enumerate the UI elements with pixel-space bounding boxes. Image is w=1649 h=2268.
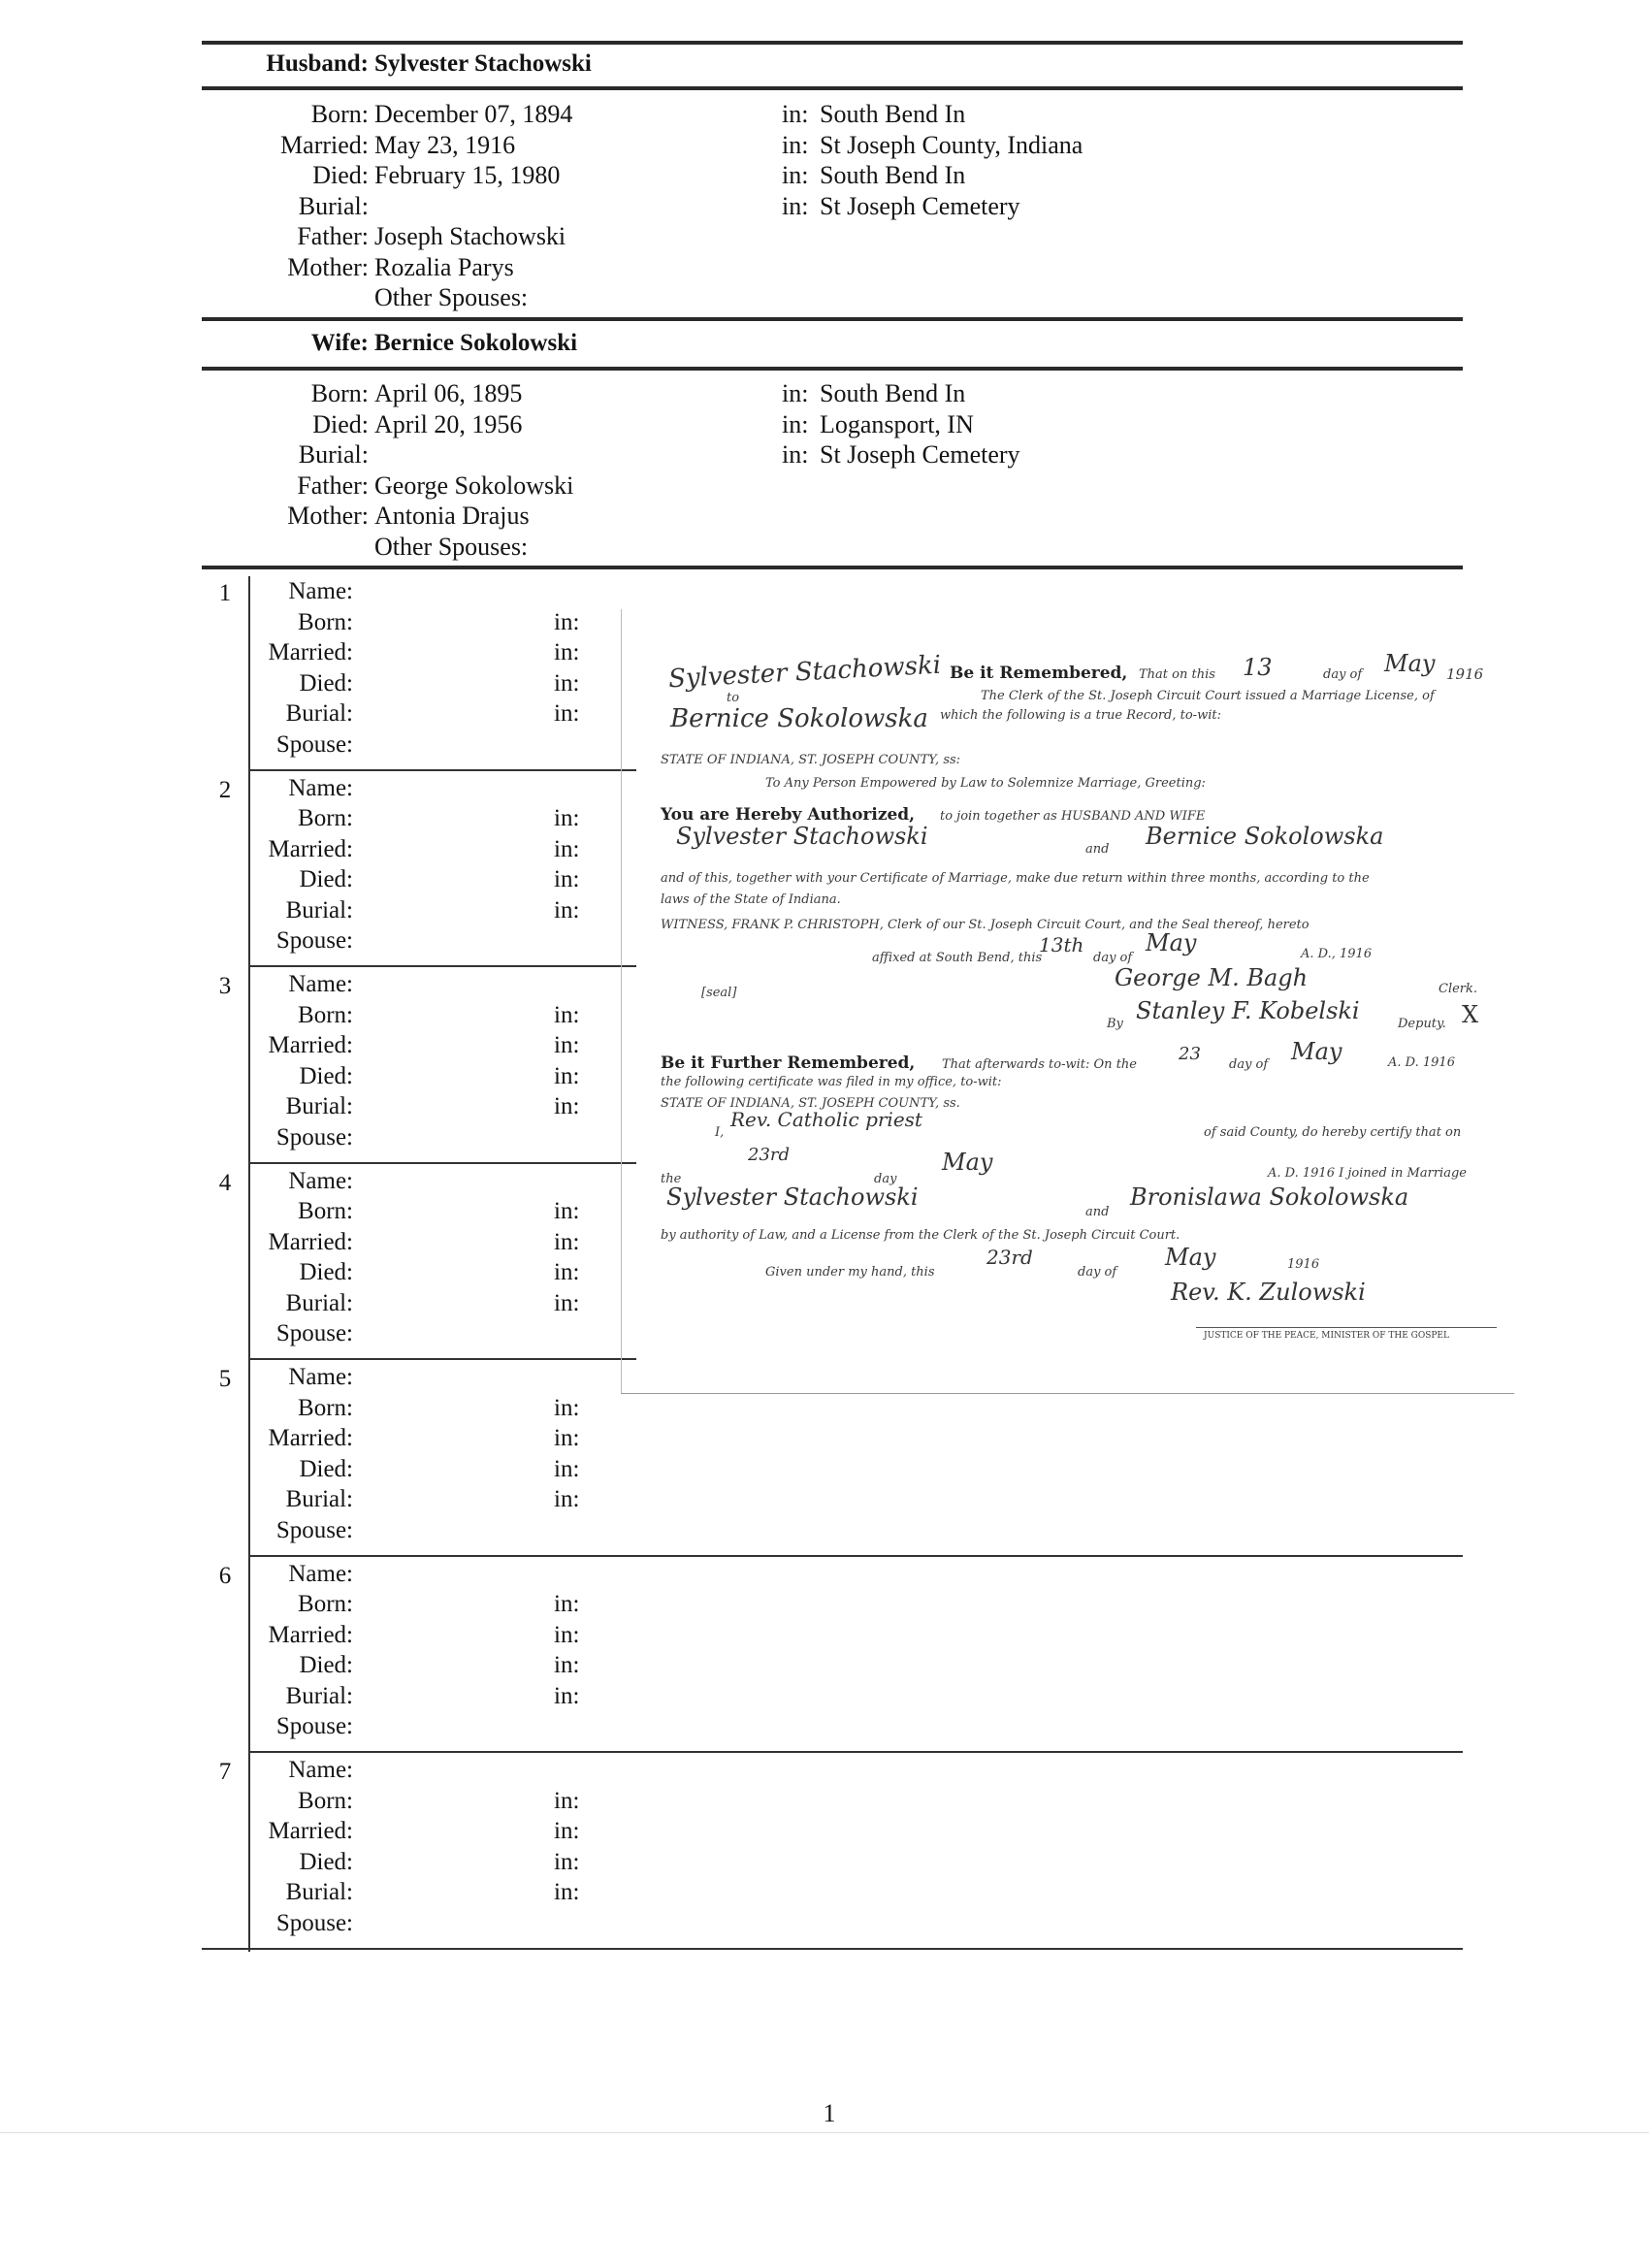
be-it-remembered: Be it Remembered,: [950, 664, 1128, 683]
doc-bride2: Bronislawa Sokolowska: [1130, 1183, 1409, 1211]
child-burial-label: Burial:: [285, 1486, 353, 1512]
child-in-label: in:: [554, 1621, 580, 1648]
child-married-label: Married:: [268, 1228, 353, 1255]
doc-deputy: Deputy.: [1398, 1017, 1446, 1031]
husband-row-place: South Bend In: [820, 161, 966, 189]
husband-row-label: Mother:: [287, 252, 369, 281]
husband-name-text: Sylvester Stachowski: [374, 50, 592, 77]
husband-row-label: Died:: [312, 161, 369, 189]
wife-row-label: Born:: [310, 379, 369, 407]
child-in-label: in:: [554, 1682, 580, 1709]
wife-heading-label: Wife:: [310, 330, 369, 356]
child-in-label: in:: [554, 639, 580, 665]
husband-row-place-label: in:: [782, 130, 809, 159]
doc-deputy-sig: Stanley F. Kobelski: [1136, 997, 1360, 1024]
doc-you-are-authorized: You are Hereby Authorized,: [661, 805, 916, 825]
child-name-label: Name:: [288, 1364, 353, 1390]
child-spouse-label: Spouse:: [275, 1516, 353, 1543]
child-died-label: Died:: [299, 1455, 353, 1482]
child-number: 3: [218, 973, 232, 999]
doc-month5: May: [1165, 1244, 1216, 1271]
husband-row-label: Married:: [280, 130, 369, 159]
child-died-label: Died:: [299, 1848, 353, 1875]
child-burial-label: Burial:: [285, 1093, 353, 1119]
child-name-label: Name:: [288, 1757, 353, 1783]
husband-heading-label: Husband:: [266, 50, 369, 77]
doc-day2: 13th: [1039, 933, 1084, 956]
doc-year1: 1916: [1446, 665, 1484, 683]
doc-groom-hw: Sylvester Stachowski: [676, 823, 928, 850]
child-in-label: in:: [554, 1228, 580, 1255]
doc-return-line: and of this, together with your Certificate of Marriage, make due return within three months, according to the: [661, 871, 1370, 886]
child-spouse-label: Spouse:: [275, 927, 353, 954]
doc-dayof3: day of: [1229, 1057, 1269, 1072]
doc-and1: and: [1085, 842, 1110, 857]
husband-row-value: May 23, 1916: [374, 130, 516, 159]
doc-minister-sig: Rev. K. Zulowski: [1171, 1279, 1366, 1306]
child-died-label: Died:: [299, 1259, 353, 1285]
doc-greeting: To Any Person Empowered by Law to Solemnize Marriage, Greeting:: [765, 776, 1206, 791]
wife-row-value: Other Spouses:: [374, 532, 529, 561]
child-in-label: in:: [554, 835, 580, 862]
child-in-label: in:: [554, 1093, 580, 1119]
doc-line1a: That on this: [1139, 667, 1215, 682]
child-married-label: Married:: [268, 835, 353, 862]
doc-the: the: [661, 1172, 682, 1186]
wife-row-place-label: in:: [782, 409, 809, 438]
wife-row-value: George Sokolowski: [374, 470, 574, 500]
child-born-label: Born:: [298, 805, 353, 831]
child-number: 4: [218, 1169, 232, 1196]
doc-line3: which the following is a true Record, to-wit:: [940, 708, 1221, 723]
doc-by: By: [1107, 1017, 1123, 1031]
child-in-label: in:: [554, 866, 580, 892]
child-separator: [248, 1162, 636, 1164]
husband-row-label: Burial:: [298, 191, 369, 220]
doc-line2: The Clerk of the St. Joseph Circuit Court issued a Marriage License, of: [981, 689, 1435, 703]
doc-month1: May: [1384, 650, 1436, 677]
doc-given: Given under my hand, this: [765, 1265, 935, 1280]
doc-line1b: day of: [1323, 667, 1363, 682]
doc-x-mark: X: [1462, 1001, 1479, 1028]
doc-certify: of said County, do hereby certify that on: [1204, 1125, 1462, 1140]
husband-heading-rule: [202, 86, 1463, 90]
wife-row-label: Died:: [312, 409, 369, 438]
doc-day3: 23: [1179, 1044, 1201, 1064]
child-number: 1: [218, 580, 232, 606]
wife-row-place-label: in:: [782, 440, 809, 469]
sig-bride: Bernice Sokolowska: [670, 704, 928, 733]
child-burial-label: Burial:: [285, 1289, 353, 1316]
wife-heading-rule: [202, 367, 1463, 371]
child-separator: [248, 1751, 1463, 1753]
child-spouse-label: Spouse:: [275, 1320, 353, 1346]
child-in-label: in:: [554, 1394, 580, 1421]
child-in-label: in:: [554, 1787, 580, 1814]
husband-row-value: Rozalia Parys: [374, 252, 514, 281]
doc-year5: 1916: [1287, 1257, 1320, 1272]
child-separator: [248, 965, 636, 967]
child-number: 7: [218, 1759, 232, 1785]
child-born-label: Born:: [298, 1591, 353, 1617]
doc-laws: laws of the State of Indiana.: [661, 892, 841, 907]
husband-row-label: Born:: [310, 100, 369, 128]
child-in-label: in:: [554, 1879, 580, 1905]
wife-row-place: South Bend In: [820, 379, 966, 407]
child-separator: [248, 1358, 636, 1360]
doc-afterwards: That afterwards to-wit: On the: [942, 1057, 1137, 1072]
child-number: 5: [218, 1366, 232, 1392]
doc-month2: May: [1146, 929, 1197, 956]
doc-day4: 23rd: [748, 1145, 791, 1165]
child-married-label: Married:: [268, 1032, 353, 1058]
child-in-label: in:: [554, 608, 580, 635]
child-in-label: in:: [554, 1591, 580, 1617]
doc-month4: May: [942, 1149, 993, 1176]
child-burial-label: Burial:: [285, 896, 353, 923]
child-born-label: Born:: [298, 1394, 353, 1421]
wife-row-label: Mother:: [287, 502, 369, 530]
wife-row-value: April 20, 1956: [374, 409, 523, 438]
doc-witness: WITNESS, FRANK P. CHRISTOPH, Clerk of our St. Joseph Circuit Court, and the Seal thereof, hereto: [661, 918, 1310, 932]
doc-join: to join together as HUSBAND AND WIFE: [940, 809, 1206, 824]
doc-clerk-sig: George M. Bagh: [1115, 964, 1309, 991]
child-died-label: Died:: [299, 866, 353, 892]
child-born-label: Born:: [298, 1001, 353, 1028]
doc-ad4: A. D. 1916 I joined in Marriage: [1268, 1166, 1467, 1181]
doc-month3: May: [1291, 1038, 1342, 1065]
husband-row-place: St Joseph County, Indiana: [820, 130, 1083, 159]
child-in-label: in:: [554, 1001, 580, 1028]
wife-row-value: Antonia Drajus: [374, 502, 530, 530]
child-born-label: Born:: [298, 1198, 353, 1224]
doc-i-prefix: I,: [715, 1125, 725, 1140]
doc-day1: 13: [1243, 654, 1273, 681]
husband-bottom-rule: [202, 317, 1463, 321]
child-burial-label: Burial:: [285, 700, 353, 727]
child-in-label: in:: [554, 1425, 580, 1451]
child-in-label: in:: [554, 1486, 580, 1512]
child-married-label: Married:: [268, 1425, 353, 1451]
husband-row-place-label: in:: [782, 191, 809, 220]
child-in-label: in:: [554, 1652, 580, 1678]
wife-row-label: Father:: [297, 470, 369, 500]
wife-row-place-label: in:: [782, 379, 809, 407]
child-married-label: Married:: [268, 639, 353, 665]
child-in-label: in:: [554, 1289, 580, 1316]
doc-dayof5: day of: [1078, 1265, 1117, 1280]
husband-row-value: Joseph Stachowski: [374, 222, 566, 250]
child-died-label: Died:: [299, 669, 353, 697]
doc-seal: [seal]: [701, 986, 737, 1000]
page-bottom-line: [0, 2132, 1649, 2133]
child-born-label: Born:: [298, 608, 353, 635]
child-married-label: Married:: [268, 1621, 353, 1648]
child-in-label: in:: [554, 669, 580, 697]
sig-groom: Sylvester Stachowski: [667, 650, 942, 695]
child-died-label: Died:: [299, 1652, 353, 1678]
child-in-label: in:: [554, 1455, 580, 1482]
child-in-label: in:: [554, 805, 580, 831]
marriage-license-scan: [621, 609, 1514, 1394]
doc-dayof2: day of: [1093, 951, 1133, 965]
child-spouse-label: Spouse:: [275, 730, 353, 758]
wife-row-place: Logansport, IN: [820, 409, 974, 438]
doc-ad3: A. D. 1916: [1388, 1055, 1455, 1070]
child-born-label: Born:: [298, 1787, 353, 1814]
wife-row-value: April 06, 1895: [374, 379, 523, 407]
child-name-label: Name:: [288, 1560, 353, 1587]
child-in-label: in:: [554, 1198, 580, 1224]
husband-row-value: February 15, 1980: [374, 161, 561, 189]
doc-dayword: day: [874, 1172, 897, 1186]
doc-bride-hw: Bernice Sokolowska: [1146, 823, 1384, 850]
doc-minister: JUSTICE OF THE PEACE, MINISTER OF THE GOSPEL: [1204, 1331, 1449, 1341]
child-burial-label: Burial:: [285, 1879, 353, 1905]
doc-priest: Rev. Catholic priest: [730, 1108, 922, 1131]
child-in-label: in:: [554, 1259, 580, 1285]
child-separator: [248, 769, 636, 771]
child-in-label: in:: [554, 1032, 580, 1058]
husband-row-place-label: in:: [782, 161, 809, 189]
wife-bottom-rule: [202, 566, 1463, 569]
child-number: 2: [218, 776, 232, 803]
child-in-label: in:: [554, 700, 580, 727]
child-died-label: Died:: [299, 1062, 353, 1089]
sig-to: to: [727, 691, 740, 705]
doc-state: STATE OF INDIANA, ST. JOSEPH COUNTY, ss:: [661, 753, 961, 767]
child-spouse-label: Spouse:: [275, 1123, 353, 1150]
husband-row-label: Father:: [297, 222, 369, 250]
child-separator: [248, 1555, 1463, 1557]
child-in-label: in:: [554, 1818, 580, 1844]
child-number: 6: [218, 1562, 232, 1589]
child-name-label: Name:: [288, 971, 353, 997]
husband-row-place-label: in:: [782, 100, 809, 128]
husband-row-place: St Joseph Cemetery: [820, 191, 1020, 220]
doc-affixed: affixed at South Bend, this: [872, 951, 1043, 965]
doc-ad2: A. D., 1916: [1301, 947, 1373, 961]
doc-authority: by authority of Law, and a License from the Clerk of the St. Joseph Circuit Court.: [661, 1228, 1180, 1243]
child-in-label: in:: [554, 896, 580, 923]
child-spouse-label: Spouse:: [275, 1713, 353, 1739]
child-name-label: Name:: [288, 578, 353, 604]
doc-clerk: Clerk.: [1439, 982, 1478, 996]
doc-groom2: Sylvester Stachowski: [666, 1183, 919, 1211]
doc-day5: 23rd: [986, 1246, 1033, 1269]
child-in-label: in:: [554, 1062, 580, 1089]
wife-name-text: Bernice Sokolowski: [374, 330, 578, 356]
wife-row-place: St Joseph Cemetery: [820, 440, 1020, 469]
husband-row-place: South Bend In: [820, 100, 966, 128]
page-number: 1: [823, 2099, 836, 2127]
child-spouse-label: Spouse:: [275, 1909, 353, 1936]
doc-state2: STATE OF INDIANA, ST. JOSEPH COUNTY, ss.: [661, 1096, 960, 1111]
wife-row-label: Burial:: [298, 440, 369, 469]
child-name-label: Name:: [288, 1167, 353, 1194]
top-rule: [202, 41, 1463, 45]
doc-further-remembered: Be it Further Remembered,: [661, 1053, 916, 1073]
child-in-label: in:: [554, 1848, 580, 1875]
doc-following: the following certificate was filed in my office, to-wit:: [661, 1075, 1002, 1089]
child-burial-label: Burial:: [285, 1682, 353, 1709]
doc-and2: and: [1085, 1205, 1110, 1219]
husband-row-value: Other Spouses:: [374, 283, 529, 311]
child-separator: [202, 1948, 1463, 1950]
husband-row-value: December 07, 1894: [374, 100, 573, 128]
child-married-label: Married:: [268, 1818, 353, 1844]
doc-minister-line: [1196, 1327, 1497, 1328]
child-name-label: Name:: [288, 774, 353, 801]
